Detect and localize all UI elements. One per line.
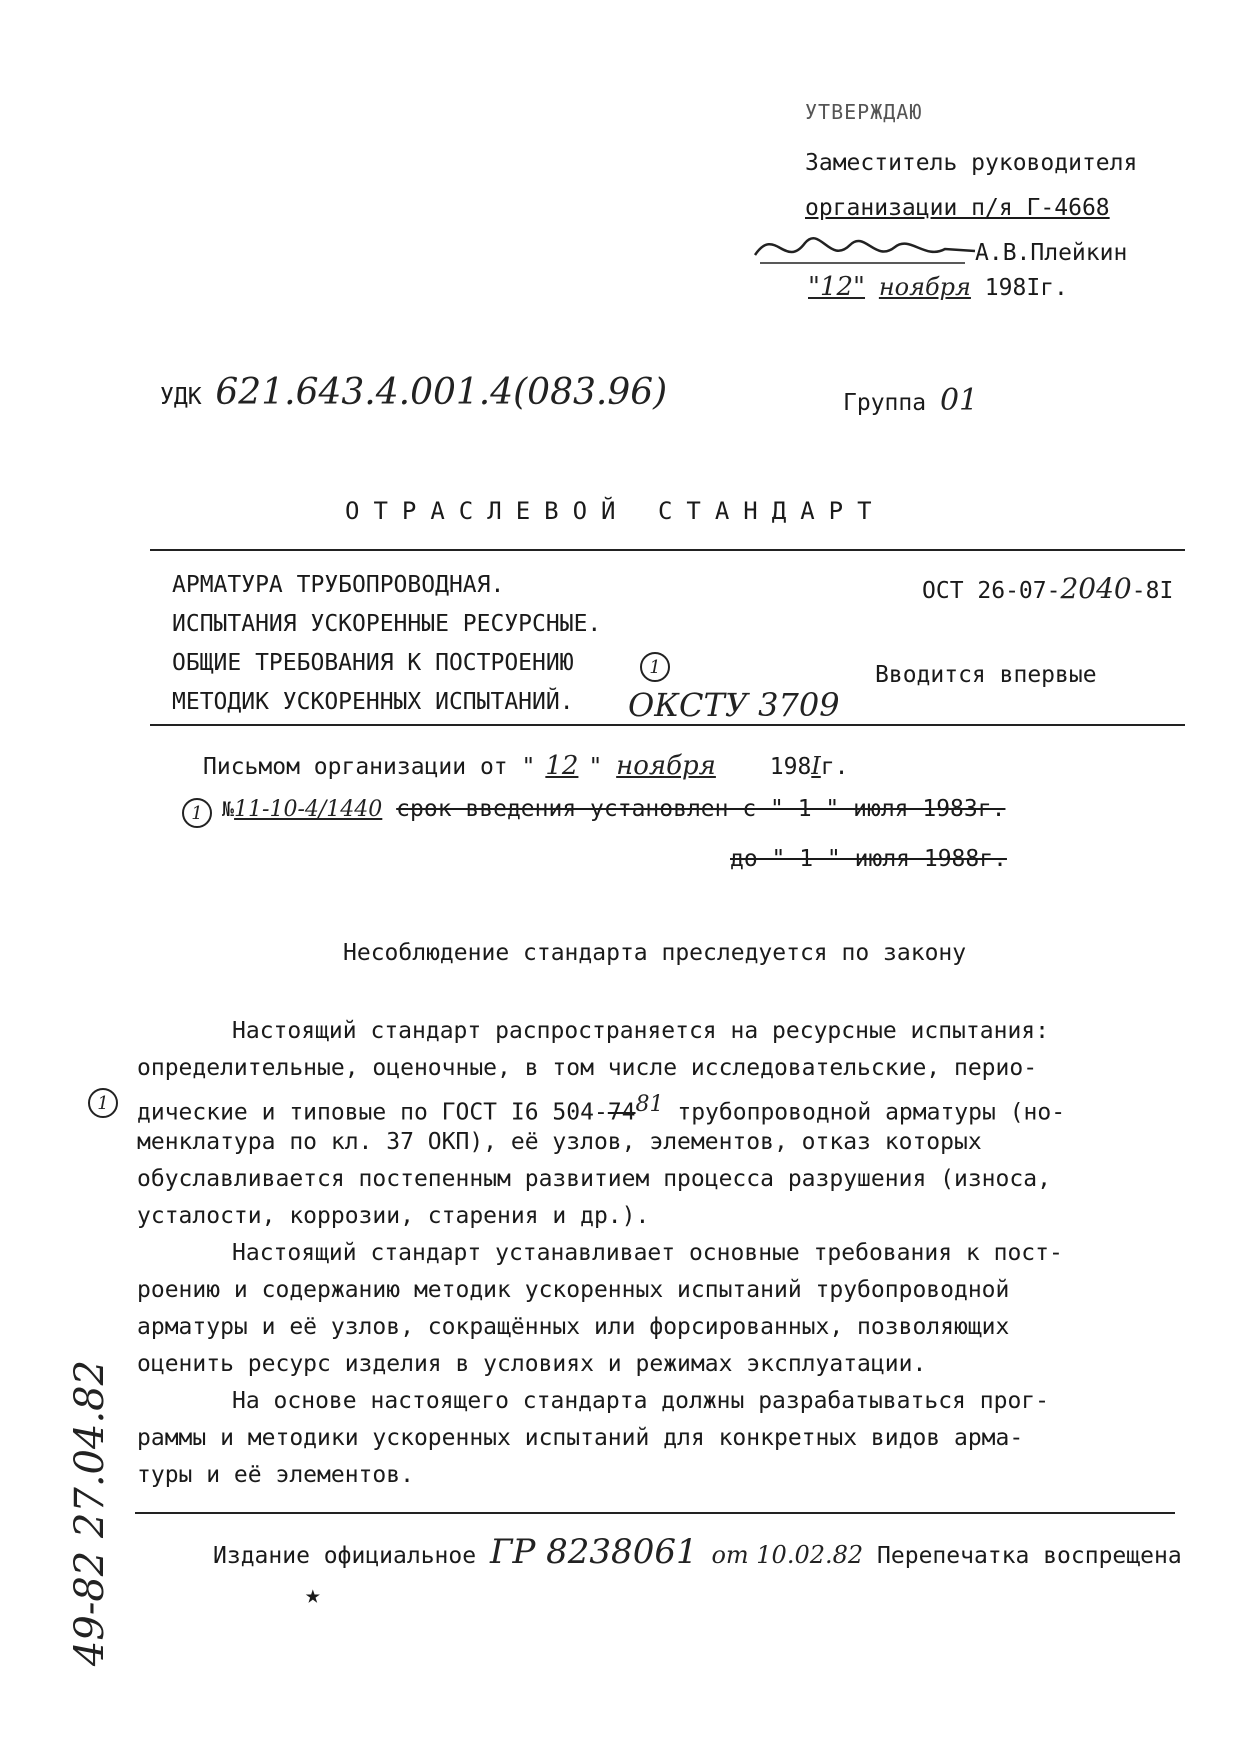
- approval-date-month: ноября: [878, 273, 971, 301]
- title-top-rule: [150, 549, 1185, 551]
- p1-inserted-year: 81: [635, 1092, 664, 1117]
- registration-number: ГР 8238061: [489, 1532, 698, 1572]
- letter-year-digit: I: [811, 752, 821, 780]
- struck-effective-from: срок введения установлен с " 1 " июля 1983г.: [396, 796, 1006, 822]
- title-line-1: АРМАТУРА ТРУБОПРОВОДНАЯ.: [172, 572, 505, 598]
- margin-handwritten-note: 49-82 27.04.82: [67, 1359, 113, 1667]
- title-line-3: ОБЩИЕ ТРЕБОВАНИЯ К ПОСТРОЕНИЮ: [172, 650, 574, 676]
- footer-rule: [135, 1512, 1175, 1514]
- star-mark: ★: [305, 1580, 321, 1610]
- document-heading: ОТРАСЛЕВОЙ СТАНДАРТ: [345, 497, 886, 525]
- standard-prefix: ОСТ 26-07-: [922, 578, 1061, 604]
- okstu-code: ОКСТУ 3709: [628, 686, 840, 724]
- edition-label: Издание официальное: [213, 1543, 477, 1569]
- approval-date: [808, 272, 1068, 302]
- p2-line-1: Настоящий стандарт устанавливает основные требования к пост-: [232, 1240, 1063, 1266]
- introduced-note: Вводится впервые: [875, 662, 1097, 688]
- p3-line-1: На основе настоящего стандарта должны разрабатываться прог-: [232, 1388, 1049, 1414]
- change-mark-letter: 1: [182, 798, 212, 828]
- letter-day: 12: [545, 751, 579, 781]
- p1-line-3-start: дические и типовые по ГОСТ I6 504-: [137, 1099, 608, 1126]
- udk-label: УДК: [160, 384, 202, 410]
- p1-line-4: менклатура по кл. 37 ОКП), её узлов, элементов, отказ которых: [137, 1129, 982, 1155]
- standard-suffix: -8I: [1131, 578, 1174, 604]
- legal-notice: Несоблюдение стандарта преследуется по закону: [343, 940, 967, 966]
- standard-number: [922, 572, 1173, 605]
- letter-number-sign: №: [222, 797, 235, 821]
- group-label: Группа: [843, 390, 927, 416]
- letter-line: [203, 751, 848, 781]
- p3-line-2: раммы и методики ускоренных испытаний для конкретных видов арма-: [137, 1425, 1024, 1451]
- udk-code: 621.643.4.001.4(083.96): [215, 372, 668, 413]
- registration-date: от 10.02.82: [711, 1541, 864, 1569]
- footer-line: [213, 1532, 1182, 1572]
- title-line-2: ИСПЫТАНИЯ УСКОРЕННЫЕ РЕСУРСНЫЕ.: [172, 611, 602, 637]
- p1-line-1: Настоящий стандарт распространяется на ресурсные испытания:: [232, 1018, 1049, 1044]
- title-bottom-rule: [150, 724, 1185, 726]
- struck-effective-to: до " 1 " июля 1988г.: [730, 846, 1007, 872]
- change-mark-body: 1: [88, 1088, 118, 1118]
- letter-year-suffix: г.: [820, 754, 849, 780]
- letter-year-prefix: 198: [769, 754, 812, 780]
- p2-line-4: оценить ресурс изделия в условиях и режимах эксплуатации.: [137, 1351, 927, 1377]
- p1-line-3-end: трубопроводной арматуры (но-: [663, 1099, 1066, 1126]
- approval-position: Заместитель руководителя: [805, 150, 1138, 176]
- letter-prefix: Письмом организации от ": [203, 754, 536, 780]
- approval-title: УТВЕРЖДАЮ: [805, 100, 923, 124]
- p3-line-3: туры и её элементов.: [137, 1462, 414, 1488]
- signature-scribble: [750, 225, 980, 275]
- p1-struck-year: 74: [607, 1099, 636, 1126]
- p2-line-3: арматуры и её узлов, сокращённых или форсированных, позволяющих: [137, 1314, 1010, 1340]
- letter-number-line: [222, 796, 1005, 822]
- p1-line-6: усталости, коррозии, старения и др.).: [137, 1203, 650, 1229]
- title-line-4: МЕТОДИК УСКОРЕННЫХ ИСПЫТАНИЙ.: [172, 689, 574, 715]
- p2-line-2: роению и содержанию методик ускоренных испытаний трубопроводной: [137, 1277, 1010, 1303]
- p1-line-2: определительные, оценочные, в том числе исследовательские, перио-: [137, 1055, 1038, 1081]
- udk-line: [160, 372, 667, 413]
- group-code: 01: [939, 383, 979, 418]
- approval-signer: А.В.Плейкин: [975, 240, 1128, 266]
- group-line: [843, 383, 978, 418]
- approval-date-day: "12": [808, 272, 866, 302]
- letter-number: 11-10-4/1440: [234, 797, 383, 822]
- change-mark-title: 1: [640, 652, 670, 682]
- standard-number-handwritten: 2040: [1060, 572, 1132, 605]
- approval-date-year: 198Iг.: [984, 275, 1068, 301]
- reprint-notice: Перепечатка воспрещена: [877, 1543, 1182, 1569]
- p1-line-5: обуславливается постепенным развитием процесса разрушения (износа,: [137, 1166, 1051, 1192]
- approval-organization: организации п/я Г-4668: [805, 195, 1110, 221]
- letter-month: ноября: [616, 751, 716, 781]
- letter-mid: ": [588, 754, 603, 780]
